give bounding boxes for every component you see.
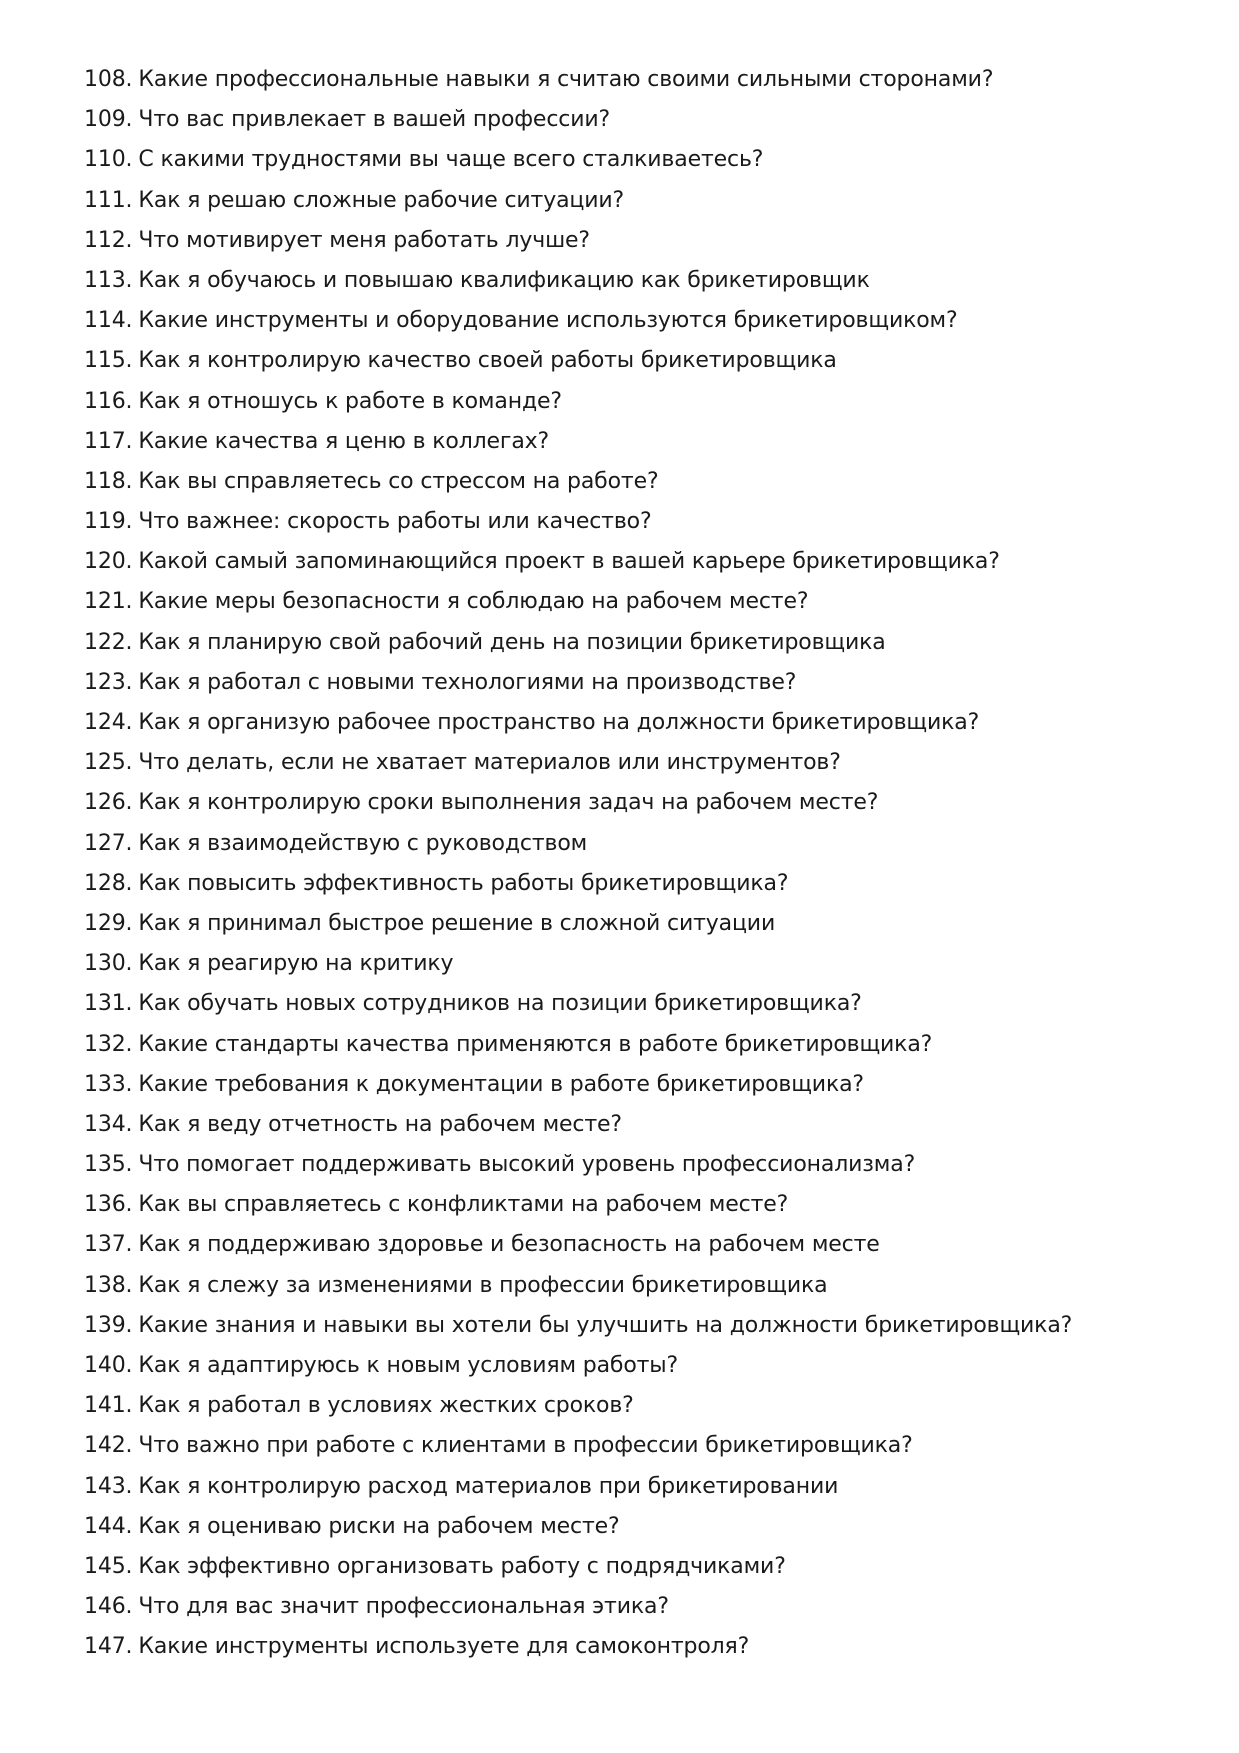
question-text: Какой самый запоминающийся проект в вашей карьере брикетировщика? bbox=[138, 549, 1000, 575]
list-item bbox=[84, 783, 1184, 823]
question-text: Что важно при работе с клиентами в профессии брикетировщика? bbox=[138, 1433, 913, 1459]
question-text: Как я работал в условиях жестких сроков? bbox=[138, 1393, 634, 1419]
question-text: Что для вас значит профессиональная этика? bbox=[138, 1594, 669, 1620]
question-text: Как обучать новых сотрудников на позиции брикетировщика? bbox=[138, 991, 862, 1017]
question-text: Как я взаимодействую с руководством bbox=[138, 830, 588, 856]
list-item bbox=[84, 1346, 1184, 1386]
list-item bbox=[84, 261, 1184, 301]
list-item bbox=[84, 1547, 1184, 1587]
list-item bbox=[84, 502, 1184, 542]
question-number: 110. bbox=[84, 147, 133, 173]
question-number: 147. bbox=[84, 1634, 133, 1660]
list-item bbox=[84, 623, 1184, 663]
question-number: 129. bbox=[84, 910, 133, 936]
list-item bbox=[84, 824, 1184, 864]
question-number: 128. bbox=[84, 870, 133, 896]
question-list bbox=[84, 60, 1184, 1668]
question-text: Как я планирую свой рабочий день на позиции брикетировщика bbox=[138, 629, 886, 655]
question-number: 113. bbox=[84, 267, 133, 293]
question-number: 131. bbox=[84, 991, 133, 1017]
list-item bbox=[84, 1306, 1184, 1346]
question-text: Как я принимал быстрое решение в сложной ситуации bbox=[138, 910, 776, 936]
list-item bbox=[84, 181, 1184, 221]
question-number: 114. bbox=[84, 308, 133, 334]
question-text: Что помогает поддерживать высокий уровень профессионализма? bbox=[138, 1152, 916, 1178]
question-number: 132. bbox=[84, 1031, 133, 1057]
list-item bbox=[84, 1266, 1184, 1306]
question-text: Как я отношусь к работе в команде? bbox=[138, 388, 562, 414]
question-number: 108. bbox=[84, 67, 133, 92]
question-text: Как я реагирую на критику bbox=[138, 951, 454, 977]
question-text: Как я веду отчетность на рабочем месте? bbox=[138, 1111, 622, 1137]
question-number: 118. bbox=[84, 468, 133, 494]
list-item bbox=[84, 382, 1184, 422]
question-number: 143. bbox=[84, 1473, 133, 1499]
question-number: 141. bbox=[84, 1393, 133, 1419]
list-item bbox=[84, 582, 1184, 622]
list-item bbox=[84, 1587, 1184, 1627]
question-text: Какие меры безопасности я соблюдаю на рабочем месте? bbox=[138, 589, 809, 615]
list-item bbox=[84, 944, 1184, 984]
question-number: 140. bbox=[84, 1353, 133, 1378]
question-text: Как я контролирую сроки выполнения задач на рабочем месте? bbox=[138, 790, 879, 816]
question-number: 135. bbox=[84, 1152, 133, 1178]
question-number: 133. bbox=[84, 1071, 133, 1097]
question-text: Как я слежу за изменениями в профессии брикетировщика bbox=[138, 1272, 828, 1298]
question-number: 139. bbox=[84, 1312, 133, 1338]
question-number: 137. bbox=[84, 1232, 133, 1258]
question-number: 123. bbox=[84, 669, 133, 695]
question-text: Какие инструменты используете для самоконтроля? bbox=[138, 1634, 750, 1660]
question-text: Как я адаптируюсь к новым условиям работы? bbox=[138, 1353, 679, 1378]
list-item bbox=[84, 904, 1184, 944]
list-item bbox=[84, 984, 1184, 1024]
question-text: Какие инструменты и оборудование используются брикетировщиком? bbox=[138, 308, 958, 334]
question-number: 117. bbox=[84, 428, 133, 454]
question-number: 134. bbox=[84, 1111, 133, 1137]
question-text: Как эффективно организовать работу с подрядчиками? bbox=[138, 1553, 786, 1579]
list-item bbox=[84, 743, 1184, 783]
question-text: Что вас привлекает в вашей профессии? bbox=[138, 107, 611, 133]
question-number: 124. bbox=[84, 710, 133, 735]
question-number: 122. bbox=[84, 629, 133, 655]
list-item bbox=[84, 864, 1184, 904]
question-number: 121. bbox=[84, 589, 133, 615]
question-number: 116. bbox=[84, 388, 133, 414]
question-number: 120. bbox=[84, 549, 133, 575]
list-item bbox=[84, 663, 1184, 703]
question-number: 115. bbox=[84, 348, 133, 374]
question-text: Какие качества я ценю в коллегах? bbox=[138, 428, 550, 454]
question-text: Что мотивирует меня работать лучше? bbox=[138, 227, 590, 253]
list-item bbox=[84, 301, 1184, 341]
question-text: Как я контролирую качество своей работы брикетировщика bbox=[138, 348, 837, 374]
list-item bbox=[84, 1467, 1184, 1507]
list-item bbox=[84, 1386, 1184, 1426]
question-number: 109. bbox=[84, 107, 133, 133]
list-item bbox=[84, 221, 1184, 261]
list-item bbox=[84, 542, 1184, 582]
question-number: 146. bbox=[84, 1594, 133, 1620]
question-number: 145. bbox=[84, 1553, 133, 1579]
list-item bbox=[84, 341, 1184, 381]
question-text: Что делать, если не хватает материалов или инструментов? bbox=[138, 750, 841, 776]
question-text: Как вы справляетесь со стрессом на работе? bbox=[138, 468, 659, 494]
list-item bbox=[84, 422, 1184, 462]
list-item bbox=[84, 140, 1184, 180]
list-item bbox=[84, 1426, 1184, 1466]
question-number: 126. bbox=[84, 790, 133, 816]
question-text: Какие профессиональные навыки я считаю своими сильными сторонами? bbox=[138, 67, 994, 92]
question-number: 142. bbox=[84, 1433, 133, 1459]
question-text: Как я поддерживаю здоровье и безопасность на рабочем месте bbox=[138, 1232, 880, 1258]
question-text: Как я организую рабочее пространство на должности брикетировщика? bbox=[138, 710, 980, 735]
question-text: Как я решаю сложные рабочие ситуации? bbox=[138, 187, 625, 213]
question-text: С какими трудностями вы чаще всего сталкиваетесь? bbox=[138, 147, 764, 173]
question-number: 138. bbox=[84, 1272, 133, 1298]
question-number: 119. bbox=[84, 509, 133, 535]
question-text: Как я оцениваю риски на рабочем месте? bbox=[138, 1513, 620, 1539]
question-number: 144. bbox=[84, 1513, 133, 1539]
list-item bbox=[84, 100, 1184, 140]
list-item bbox=[84, 1185, 1184, 1225]
list-item bbox=[84, 1065, 1184, 1105]
list-item bbox=[84, 1025, 1184, 1065]
list-item bbox=[84, 462, 1184, 502]
list-item bbox=[84, 1507, 1184, 1547]
question-text: Как я работал с новыми технологиями на производстве? bbox=[138, 669, 797, 695]
question-number: 130. bbox=[84, 951, 133, 977]
question-number: 127. bbox=[84, 830, 133, 856]
list-item bbox=[84, 60, 1184, 100]
question-text: Как я обучаюсь и повышаю квалификацию как брикетировщик bbox=[138, 267, 870, 293]
question-text: Что важнее: скорость работы или качество? bbox=[138, 509, 652, 535]
question-number: 111. bbox=[84, 187, 133, 213]
question-text: Как я контролирую расход материалов при брикетировании bbox=[138, 1473, 839, 1499]
question-text: Как вы справляетесь с конфликтами на рабочем месте? bbox=[138, 1192, 789, 1218]
question-number: 136. bbox=[84, 1192, 133, 1218]
question-number: 112. bbox=[84, 227, 133, 253]
question-text: Какие стандарты качества применяются в работе брикетировщика? bbox=[138, 1031, 933, 1057]
question-text: Какие знания и навыки вы хотели бы улучшить на должности брикетировщика? bbox=[138, 1312, 1073, 1338]
list-item bbox=[84, 1225, 1184, 1265]
question-text: Какие требования к документации в работе брикетировщика? bbox=[138, 1071, 864, 1097]
question-number: 125. bbox=[84, 750, 133, 776]
question-text: Как повысить эффективность работы брикетировщика? bbox=[138, 870, 789, 896]
list-item bbox=[84, 1627, 1184, 1667]
list-item bbox=[84, 1145, 1184, 1185]
list-item bbox=[84, 1105, 1184, 1145]
list-item bbox=[84, 703, 1184, 743]
